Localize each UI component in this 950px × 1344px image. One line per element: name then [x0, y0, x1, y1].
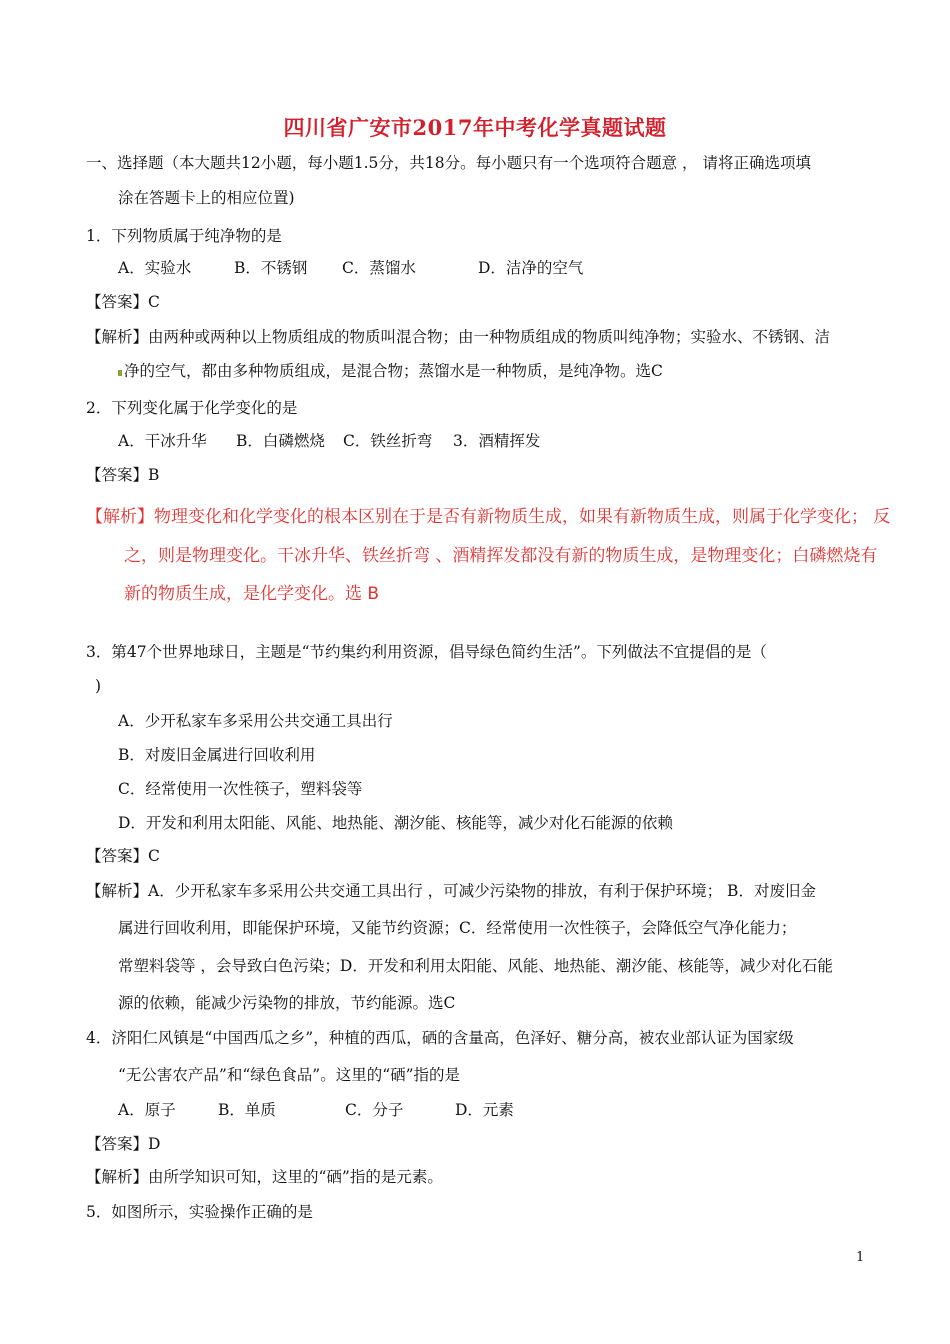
q3-analysis-line2: 属进行回收利用，即能保护环境，又能节约资源；C．经常使用一次性筷子，会降低空气净化能力； — [118, 919, 797, 937]
q3-option-d: D．开发和利用太阳能、风能、地热能、潮汐能、核能等，减少对化石能源的依赖 — [118, 814, 673, 832]
q1-analysis-line1: 【解析】由两种或两种以上物质组成的物质叫混合物；由一种物质组成的物质叫纯净物；实验水、不锈钢、洁 — [86, 328, 831, 346]
q4-answer: 【答案】D — [86, 1135, 161, 1153]
q1-option-d: D．洁净的空气 — [478, 259, 584, 277]
q3-analysis-line3: 常塑料袋等 ，会导致白色污染；D．开发和利用太阳能、风能、地热能、潮汐能、核能等，减少对化石能 — [118, 957, 833, 975]
section-heading: 一、选择题（本大题共12小题，每小题1.5分，共18分。每小题只有一个选项符合题意 ， 请将正确选项填 — [86, 154, 811, 172]
q1-analysis-line2: 净的空气，都由多种物质组成，是混合物；蒸馏水是一种物质，是纯净物。选C — [124, 362, 663, 380]
question-1: 1．下列物质属于纯净物的是 — [86, 227, 282, 245]
question-4: 4．济阳仁风镇是“中国西瓜之乡”，种植的西瓜，硒的含量高，色泽好、糖分高，被农业部认证为国家级 — [86, 1029, 794, 1047]
q3-analysis-line4: 源的依赖，能减少污染物的排放，节约能源。选C — [118, 994, 456, 1012]
q1-option-b: B．不锈钢 — [234, 259, 308, 277]
question-2-options — [118, 430, 540, 452]
stray-mark — [118, 370, 122, 376]
section-heading-cont: 涂在答题卡上的相应位置) — [118, 189, 295, 207]
page-title: 四川省广安市2017年中考化学真题试题 — [283, 115, 667, 140]
q3-analysis-line1: 【解析】A．少开私家车多采用公共交通工具出行 ，可减少污染物的排放，有利于保护环境； B．对废旧金 — [86, 882, 816, 900]
question-4-options — [118, 1099, 514, 1121]
q4-option-b: B．单质 — [218, 1101, 276, 1119]
page-number: 1 — [856, 1250, 865, 1265]
q4-analysis: 【解析】由所学知识可知，这里的“硒”指的是元素。 — [86, 1168, 443, 1186]
q2-option-b: B．白磷燃烧 — [236, 432, 325, 450]
q2-option-d: 3．酒精挥发 — [453, 432, 541, 450]
q4-option-d: D．元素 — [455, 1101, 514, 1119]
question-5: 5．如图所示，实验操作正确的是 — [86, 1203, 313, 1221]
q1-option-c: C．蒸馏水 — [342, 259, 416, 277]
q1-option-a: A．实验水 — [118, 259, 192, 277]
q3-option-a: A．少开私家车多采用公共交通工具出行 — [118, 712, 393, 730]
q2-analysis-line2: 之，则是物理变化。干冰升华、铁丝折弯 、酒精挥发都没有新的物质生成，是物理变化；白磷燃烧有 — [124, 546, 878, 566]
question-3-tail: ) — [95, 677, 102, 695]
q1-answer: 【答案】C — [86, 293, 160, 311]
question-2: 2．下列变化属于化学变化的是 — [86, 399, 298, 417]
question-4-cont: “无公害农产品”和“绿色食品”。这里的“硒”指的是 — [118, 1066, 461, 1084]
q2-option-c: C．铁丝折弯 — [343, 432, 433, 450]
q2-option-a: A．干冰升华 — [118, 432, 207, 450]
q2-answer: 【答案】B — [86, 466, 160, 484]
question-3: 3．第47个世界地球日，主题是“节约集约利用资源，倡导绿色简约生活”。下列做法不宜提倡的是（ — [86, 643, 767, 661]
q4-option-c: C．分子 — [345, 1101, 404, 1119]
q2-analysis-line1: 【解析】物理变化和化学变化的根本区别在于是否有新物质生成，如果有新物质生成，则属于化学变化； 反 — [86, 507, 891, 527]
q3-option-c: C．经常使用一次性筷子，塑料袋等 — [118, 780, 363, 798]
q3-answer: 【答案】C — [86, 847, 160, 865]
q3-option-b: B．对废旧金属进行回收利用 — [118, 746, 316, 764]
question-1-options — [118, 257, 583, 279]
q4-option-a: A．原子 — [118, 1101, 176, 1119]
q2-analysis-line3: 新的物质生成，是化学变化。选 B — [124, 584, 380, 604]
